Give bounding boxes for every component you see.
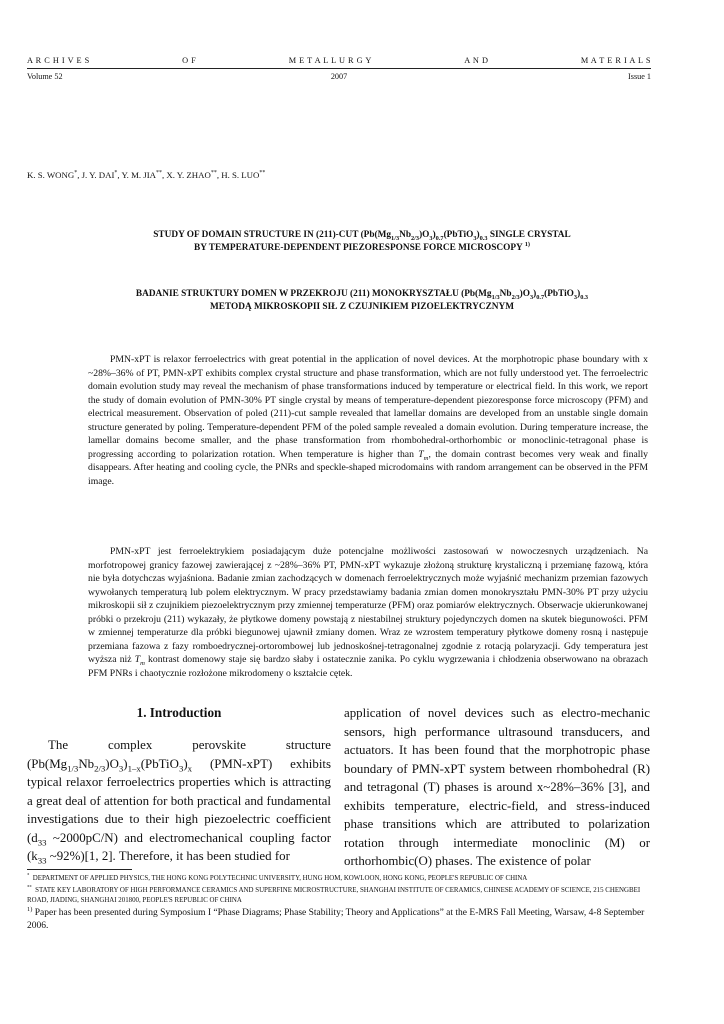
header-rule xyxy=(27,68,651,69)
journal-name xyxy=(27,56,651,65)
volume: Volume 52 xyxy=(27,72,63,81)
title-pl-line1: BADANIE STRUKTURY DOMEN W PRZEKROJU (211) MONOKRYSZTAŁU $(Pb(Mg_{1/3}Nb_{2/3})O_3)_{0.7}(PbTiO_3)_{0.3}$ xyxy=(135,289,589,301)
journal-word: O F xyxy=(182,56,197,65)
column-left xyxy=(27,704,331,866)
title-en-line2: BY TEMPERATURE-DEPENDENT PIEZORESPONSE FORCE MICROSCOPY $^{1)}$ xyxy=(194,240,530,253)
column-right xyxy=(344,704,650,871)
abstract-pl xyxy=(88,545,648,680)
footnotes xyxy=(27,874,651,933)
title-en xyxy=(27,229,697,255)
year: 2007 xyxy=(330,72,348,81)
journal-word: A N D xyxy=(464,56,489,65)
journal-word: M A T E R I A L S xyxy=(580,56,651,65)
issue: Issue 1 xyxy=(628,72,651,81)
title-en-line1: STUDY OF DOMAIN STRUCTURE IN (211)-CUT $(Pb(Mg_{1/3}Nb_{2/3})O_3)_{0.7}(PbTiO_3)_{0.3}$ SINGLE CRYSTAL xyxy=(153,230,571,242)
abstract-en-text: PMN-xPT is relaxor ferroelectrics with great potential in the application of novel devices. At the morphotropic phase boundary with x ~28%–36% of PT, PMN-xPT exhibits complex crystal structure and phase transformation, which are not fully understood yet. The ferroelectric domain evolution study may reveal the mechanism of phase transformations induced by temperature or electrical field. In this work, we report the study of domain evolution of PMN-30% PT single crystal by means of temperature-dependent piezoresponse force microscopy (PFM) and electrical measurement. Observation of poled (211)-cut sample revealed that lamellar domains are developed from an unstable single domain structure generated by poling. Temperature-dependent PFM of the poled sample revealed a domain evolution. During temperature increase, the lamellar domains become smaller, and the phase transformation from rhombohedral-orthorhombic or monoclinic-tetragonal phase is progressing according to polarization rotation. When temperature is higher than $T_m$, the domain contrast becomes very weak and finally disappears. After heating and cooling cycle, the PNRs and speckle-shaped microdomains with random arrangement can be observed in the PFM image. xyxy=(88,354,648,487)
footnote-affiliation-2: ** STATE KEY LABORATORY OF HIGH PERFORMANCE CERAMICS AND SUPERFINE MICROSTRUCTURE, SHANGHAI INSTITUTE OF CERAMICS, CHINESE ACADEMY OF SCIENCE, 215 CHENGBEI ROAD, JIADING, SHANGHAI 201800, PEOPLE'S REPUBLIC OF CHINA xyxy=(27,885,641,904)
journal-word: A R C H I V E S xyxy=(27,56,90,65)
abstract-pl-text: PMN-xPT jest ferroelektrykiem posiadającym duże potencjalne możliwości zastosowań w nowoczesnych urządzeniach. Na morfotropowej granicy fazowej zawierającej z ~28%–36% PT, PMN-xPT wykazuje złożoną strukturę krystaliczną i przemianę fazową, która nie była dotychczas wyjaśniona. Badanie zmian zachodzących w domenach ferroelektrycznych może wyjaśnić mechanizm przemian fazowych wywołanych temperaturą lub polem elektrycznym. W pracy przedstawiamy badania zmian domen monokryształu PMN-30% PT przy użyciu mikroskopii sił z czujnikiem piezoelektrycznym przy zmiennej temperaturze (PFM) oraz pomiarów elektrycznych. Obserwacje ukierunkowanej próbki o przekroju (211) wykazały, że płytkowe domeny powstają z niestabilnej struktury pojedynczych domen na skutek biegunowości. PFM w zmiennej temperaturze dla próbki biegunowej ujawnił zmiany domen. Wraz ze wzrostem temperatury płytkowe domeny rosną i następuje przemiana fazowa z fazy romboedrycznej-ortorombowej lub jednoskośnej-tetragonalnej zgodnie z rotacją polaryzacji. Gdy temperatura jest wyższa niż $T_m$ kontrast domenowy staje się bardzo słaby i ostatecznie zanika. Po cyklu wygrzewania i chłodzenia obserwowano na obrazach PFM PNRs i chaotycznie rozłożone mikrodomeny o kształcie cętek. xyxy=(88,546,648,679)
footnote-rule xyxy=(27,869,132,870)
title-pl xyxy=(27,288,697,314)
journal-word: M E T A L L U R G Y xyxy=(288,56,372,65)
volume-line xyxy=(27,72,651,82)
intro-paragraph-right: application of novel devices such as electro-mechanic sensors, high performance ultrasound transducers, and actuators. It has been found that the morphotropic phase boundary of PMN-xPT system between rhombohedral (R) and tetragonal (T) phases is around x~28%–36% [3], and exhibits temperature, electric-field, and stress-induced phase transitions which are attributed to polarization rotation through intermediate monoclinic (M) or orthorhombic(O) phases. The existence of polar xyxy=(344,706,650,868)
intro-paragraph-left: The complex perovskite structure $(Pb(Mg_{1/3}Nb_{2/3})O_3)_{1-x}(PbTiO_3)_x$ (PMN-xPT) exhibits typical relaxor ferroelectrics properties which is attracting a great deal of attention for both practical and fundamental investigations due to their high piezoelectric coefficient ($d_{33}$ ~2000pC/N) and electromechanical coupling factor ($k_{33}$ ~92%)[1, 2]. Therefore, it has been studied for xyxy=(27,738,331,866)
authors: K. S. WONG*, J. Y. DAI*, Y. M. JIA**, X. Y. ZHAO**, H. S. LUO** xyxy=(27,170,266,180)
abstract-en xyxy=(88,353,648,488)
footnote-presentation: $^{1)}$ Paper has been presented during Symposium I “Phase Diagrams; Phase Stability; Theory and Applications” at the E-MRS Fall Meeting, Warsaw, 4-8 September 2006. xyxy=(27,906,645,932)
footnote-affiliation-1: * DEPARTMENT OF APPLIED PHYSICS, THE HONG KONG POLYTECHNIC UNIVERSITY, HUNG HOM, KOWLOON, HONG KONG, PEOPLE'S REPUBLIC OF CHINA xyxy=(27,873,528,882)
title-pl-line2: METODĄ MIKROSKOPII SIŁ Z CZUJNIKIEM PIZOELEKTRYCZNYM xyxy=(209,302,514,312)
section-heading: 1. Introduction xyxy=(136,705,222,720)
